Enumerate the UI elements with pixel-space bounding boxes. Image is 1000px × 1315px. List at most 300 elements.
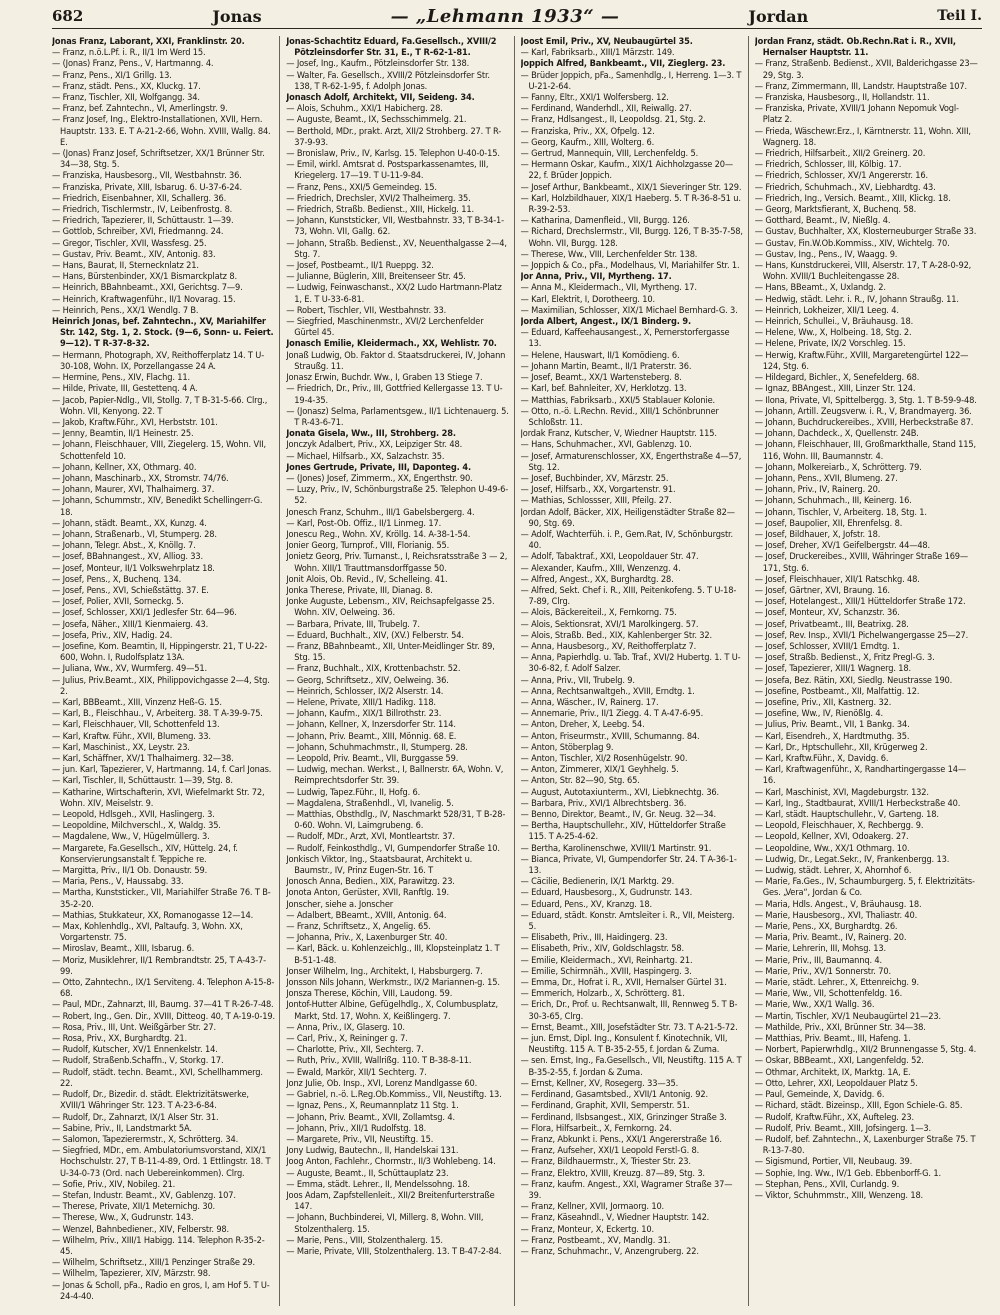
directory-entry: — Karl, Kraftwagenführ., X, Randhartingergasse 14—16. bbox=[754, 764, 966, 787]
directory-entry: — Franz, Elektro, XVIII, Kreuzg. 87—89, Stg. 3. bbox=[520, 1167, 705, 1179]
directory-entry: — Ludwig, städt. Lehrer, X, Ahornhof 6. bbox=[754, 865, 912, 877]
directory-entry: Jonesch Franz, Schuhm., III/1 Gabelsbergerg. 4. bbox=[286, 506, 475, 518]
directory-entry: — Richard, Drechslermstr., VII, Burgg. 126, T B-35-7-58, Wohn. VII, Burgg. 128. bbox=[520, 226, 743, 249]
directory-entry: — Johann, Schuhmach., III, Keinerg. 16. bbox=[754, 495, 912, 507]
directory-entry: — Auguste, Beamt., II, Schüttauplatz 23. bbox=[286, 1167, 449, 1179]
directory-entry: — Robert, Tischler, VII, Westbahnstr. 33. bbox=[286, 304, 447, 316]
directory-entry: — Annemarie, Priv., II/1 Ziegg. 4. T A-47-6-95. bbox=[520, 708, 704, 720]
directory-entry: — Josef, Privatbeamt., III, Beatrixg. 28. bbox=[754, 618, 909, 630]
directory-entry: — Josefine, Kom. Beamtin, II, Hippingerstr. 21, T U-22-600, Wohn. I, Rudolfsplatz 13A. bbox=[52, 640, 268, 664]
directory-entry: Jony Ludwig, Bautechn., II, Handelskai 131. bbox=[286, 1145, 459, 1157]
directory-entry: — Anna, Rechtsanwaltgeh., XVIII, Erndtg. 1. bbox=[520, 685, 695, 697]
directory-entry: — Rudolf, städt. techn. Beamt., XVI, Schellhammerg. 22. bbox=[52, 1066, 263, 1089]
directory-entry: — Eduard, städt. Konstr. Amtsleiter i. R., VII, Meisterg. 5. bbox=[520, 909, 735, 933]
directory-entry: — Wilhelm, Schriftsetz., XIII/1 Penzinger Straße 29. bbox=[52, 1257, 255, 1269]
directory-entry: — Franz, Aufseher, XXI/1 Leopold Ferstl-G. 8. bbox=[520, 1145, 700, 1157]
directory-entry: — Johann, Priv. Beamt., XVII, Zollamtsg. 4. bbox=[286, 1111, 455, 1123]
directory-entry: — Barbara, Private, III, Trubelg. 7. bbox=[286, 618, 420, 630]
directory-entry: — Marie, Lehrerin, III, Mohsg. 13. bbox=[754, 943, 886, 955]
directory-entry: — Gustav, Ing., Pens., IV, Waagg. 9. bbox=[754, 248, 898, 260]
header-title: — „Lehmann 1933“ — bbox=[390, 5, 620, 27]
directory-entry: — Hans, Schuhmacher., XVI, Gablenzg. 10. bbox=[520, 439, 692, 451]
directory-entry: — Oskar, BBBeamt., XXI, Langenfeldg. 52. bbox=[754, 1055, 924, 1067]
directory-entry: — Franz, Bildhauermstr., X, Triester Str. 23. bbox=[520, 1156, 691, 1168]
directory-entry: — Wenzel, Bahnbediener., XIV, Felberstr. 98. bbox=[52, 1223, 230, 1235]
directory-entry: — Josef, Fleischhauer, XII/1 Ratschkg. 48. bbox=[754, 573, 920, 585]
directory-entry: — Norbert, Papierwrhdlg., XII/2 Brunnengasse 5, Stg. 4. bbox=[754, 1044, 977, 1056]
directory-entry: — Josef, Polier, XVII, Sorneckg. 5. bbox=[52, 596, 184, 608]
directory-entry: — Josef, Monteur, XV, Schanzstr. 36. bbox=[754, 607, 900, 619]
directory-entry: — Max, Kohlenhdlg., XVI, Paltaufg. 3, Wohn. XX, Vorgartenstr. 75. bbox=[52, 921, 243, 944]
directory-entry: — Ernst, Beamt., XIII, Josefstädter Str. 73. T A-21-5-72. bbox=[520, 1021, 738, 1033]
directory-entry: — Heinrich, Schullei., V, Bräuhausg. 18. bbox=[754, 316, 914, 328]
directory-entry: — Alfred, Sekt. Chef i. R., XIII, Peitenkofeng. 5. T U-18-7-89, Clrg. bbox=[520, 584, 737, 608]
directory-entry: — Franz, kaufm. Angest., XXI, Wagramer Straße 37—39. bbox=[520, 1178, 733, 1201]
directory-entry: — Franziska, Private, XVIII/1 Johann Nepomuk Vogl-Platz 2. bbox=[754, 103, 959, 126]
directory-entry: — Jonas & Scholl, pFa., Radio en gros, I, am Hof 5. T U-24-4-40. bbox=[52, 1279, 270, 1302]
directory-entry: — Gottlob, Schreiber, XVI, Friedmanng. 24. bbox=[52, 226, 224, 238]
directory-entry: — Georg, Schriftsetz., XIV, Oelweing. 36. bbox=[286, 674, 449, 686]
directory-entry: — Karl, Fleischhauer, VII, Schottenfeld 13. bbox=[52, 719, 220, 731]
directory-entry: — Karl, Dr., Hptschullehr., XII, Krügerweg 2. bbox=[754, 741, 928, 753]
directory-entry: — Maximilian, Schlosser, XIX/1 Michael Bernhard-G. 3. bbox=[520, 304, 738, 316]
directory-entry: — Johann, Schummstr., XIV, Benedikt Schellingerr-G. 18. bbox=[52, 495, 263, 518]
directory-entry: — Katharina, Damenfleid., VII, Burgg. 126. bbox=[520, 215, 690, 227]
directory-entry: — Bronislaw, Priv., IV, Karlsg. 15. Telephon U-40-0-15. bbox=[286, 148, 500, 160]
column-2 bbox=[286, 36, 514, 1306]
directory-entry: — Alfred, Angest., XX, Burghardtg. 28. bbox=[520, 573, 674, 585]
directory-entry: — Margarete, Priv., VII, Neustiftg. 15. bbox=[286, 1133, 434, 1145]
directory-entry: — Stefan, Industr. Beamt., XV, Gablenzg. 107. bbox=[52, 1189, 236, 1201]
directory-entry: — Ewald, Markör, XII/1 Sechterg. 7. bbox=[286, 1066, 427, 1078]
directory-entry: — Matthias, Obsthdlg., IV, Naschmarkt 528/31, T B-28-0-60. Wohn. VI, Laimgrubeng. 6. bbox=[286, 809, 506, 832]
directory-entry: — Karl, Bäck. u. Kohlenzeichlg., III, Klopsteinplatz 1. T B-51-1-48. bbox=[286, 943, 500, 966]
directory-entry: — Marie, Fa.Ges., IV, Schaumburgerg. 5, f. Elektrizitäts-Ges. „Vera“, Jordan & Co. bbox=[754, 876, 975, 899]
directory-entry: — Frieda, Wäschewr.Erz., I, Kärntnerstr. 11, Wohn. XIII, Wagnerg. 18. bbox=[754, 125, 971, 148]
directory-entry: — Friedrich, Hilfsarbeit., XII/2 Greinerg. 20. bbox=[754, 148, 926, 160]
directory-entry: — Jenny, Beamtin, II/1 Heinestr. 25. bbox=[52, 428, 194, 440]
directory-entry: — Marie, Ww., VII, Schottenfeldg. 16. bbox=[754, 988, 903, 1000]
directory-entry: — Josef, Pens., X, Buchenq. 134. bbox=[52, 573, 182, 585]
directory-entry: — Johann, Buchdruckereibes., XVIII, Herbeckstraße 87. bbox=[754, 416, 974, 428]
directory-entry: — Therese, Ww., X, Gudrunstr. 143. bbox=[52, 1212, 194, 1224]
directory-entry: — Ilona, Private, VI, Spittelbergg. 3, Stg. 1. T B-59-9-48. bbox=[754, 394, 977, 406]
directory-entry: — Eduard, Kaffeehausangest., X, Pernerstorfergasse 13. bbox=[520, 327, 730, 350]
directory-entry: — Hans, BBeamt., X, Uxlandg. 2. bbox=[754, 282, 886, 294]
directory-entry: — Moriz, Musiklehrer, II/1 Rembrandtstr. 25, T A-43-7-99. bbox=[52, 954, 266, 977]
directory-entry: — Johann, Pens., XVII, Blumeng. 27. bbox=[754, 472, 898, 484]
directory-entry: — Otto, Zahntechn., IX/1 Serviteng. 4. Telephon A-15-8-68. bbox=[52, 977, 275, 1000]
directory-entry: — Elisabeth, Priv., XIV, Goldschlagstr. 58. bbox=[520, 943, 684, 955]
directory-entry: — Karl, B., Fleischhau., V, Arbeiterg. 38. T A-39-9-75. bbox=[52, 708, 263, 720]
directory-entry: Jor Anna, Priv., VII, Myrtheng. 17. bbox=[520, 271, 672, 283]
directory-entry: Jonosch Anna, Bedien., XIX, Parawitzg. 23. bbox=[286, 876, 455, 888]
directory-entry: — Franz, Pens., XI/1 Grillg. 13. bbox=[52, 69, 172, 81]
directory-entry: — Johann Martin, Beamt., II/1 Praterstr. 36. bbox=[520, 360, 692, 372]
directory-entry: — Cäcilie, Bedienerin, IX/1 Marktg. 29. bbox=[520, 876, 675, 888]
directory-entry: — Josef, Tapezierer, XIII/1 Wagnerg. 18. bbox=[754, 663, 911, 675]
directory-entry: — Anna, Hausbesorg., XV, Reithofferplatz 7. bbox=[520, 640, 697, 652]
directory-entry: — Josef, Pens., XVI, Schießstättg. 37. E. bbox=[52, 584, 209, 596]
directory-entry: — Heinrich, BBahnbeamt., XXI, Gerichtsg. 7—9. bbox=[52, 282, 243, 294]
directory-entry: — Rudolf, MDr., Arzt, XVI, Montleartstr. 37. bbox=[286, 831, 455, 843]
directory-entry: — Gabriel, n.-ö. L.Reg.Ob.Kommiss., VII, Neustiftg. 13. bbox=[286, 1089, 502, 1101]
directory-entry: — Friedrich, Schuhmach., XV, Liebhardtg. 43. bbox=[754, 181, 936, 193]
directory-entry: — Franziska, Priv., XX, Ofpelg. 12. bbox=[520, 125, 655, 137]
directory-entry: — Josef, Buchbinder, XV, Märzstr. 25. bbox=[520, 472, 669, 484]
directory-entry: — Marie, Priv., III, Baumannq. 4. bbox=[754, 954, 882, 966]
directory-entry: — Viktor, Schuhmmstr., XIII, Wenzeng. 18. bbox=[754, 1189, 924, 1201]
directory-entry: — Franziska, Hausbesorg., II, Hollandstr. 11. bbox=[754, 92, 930, 104]
directory-entry: — Johann, Fleischhauer, III, Großmarkthalle, Stand 115, 116, Wohn. III, Baumannstr. 4. bbox=[754, 439, 976, 462]
directory-entry: — Salomon, Tapezierermstr., X, Schrötterg. 34. bbox=[52, 1133, 239, 1145]
directory-entry: — Johann, Buchbinderei, VI, Millerg. 8, Wohn. VIII, Stolzenthalerg. 15. bbox=[286, 1212, 484, 1235]
directory-entry: — Johann, Straßb. Bedienst., XV, Neuenthalgasse 2—4, Stg. 7. bbox=[286, 237, 507, 260]
directory-entry: — Rosa, Priv., III, Unt. Weißgärber Str. 27. bbox=[52, 1021, 216, 1033]
directory-entry: — Adalbert, BBeamt., XVIII, Antonig. 64. bbox=[286, 909, 447, 921]
directory-entry: — Franz, Buchhalt., XIX, Krottenbachstr. 52. bbox=[286, 663, 461, 675]
directory-entry: — Margitta, Priv., II/1 Ob. Donaustr. 59. bbox=[52, 865, 208, 877]
directory-entry: — Bertha, Karolinenschwe, XVIII/1 Martinstr. 91. bbox=[520, 842, 712, 854]
directory-entry: — Emil, wirkl. Amtsrat d. Postsparkassenamtes, III, Kriegelerg. 17—19. T U-11-9-84. bbox=[286, 159, 489, 182]
directory-entry: — Johann, städt. Beamt., XX, Kunzg. 4. bbox=[52, 517, 207, 529]
directory-entry: — Alois, Schuhm., XXI/1 Habicherg. 28. bbox=[286, 103, 443, 115]
directory-entry: — Friedrich, Schlosser, III, Kölbig. 17. bbox=[754, 159, 902, 171]
directory-entry: — Franz, Kellner, XVII, Jormaorg. 10. bbox=[520, 1201, 665, 1213]
directory-entry: — Josef, Beamt., XX/1 Wartensteberg. 8. bbox=[520, 372, 682, 384]
directory-entry: — Josef, Hotelangest., XIII/1 Hütteldorfer Straße 172. bbox=[754, 596, 966, 608]
directory-entry: — Hans, Kunstdruckerei, VIII, Alserstr. 17, T A-28-0-92, Wohn. XVIII/1 Buchleitengasse 28. bbox=[754, 260, 972, 283]
directory-entry: — Franz, Zimmermann, III, Landstr. Hauptstraße 107. bbox=[754, 80, 967, 92]
directory-entry: — Siegfried, MDr., em. Ambulatoriumsvorstand, XIX/1 Hochschulstr. 27, T B-11-4-89, Ord. 1 Ettlingstr. 18. T U-34-0-73 (Ord. nach Uebereinkommen). Clrg. bbox=[52, 1145, 271, 1179]
directory-entry: — Eduard, Buchhalt., XIV, (XV.) Felberstr. 54. bbox=[286, 629, 464, 641]
directory-entry: — Gertrud, Mannequin, VIII, Lerchenfeldg. 5. bbox=[520, 148, 699, 160]
directory-entry: — Hedwig, städt. Lehr. i. R., IV, Johann Straußg. 11. bbox=[754, 293, 959, 305]
directory-entry: Joog Anton, Fachlehr., Chormstr., II/3 Wohlebeng. 14. bbox=[286, 1156, 496, 1168]
directory-entry: — Franz, Abkunkt i. Pens., XXI/1 Angererstraße 16. bbox=[520, 1133, 722, 1145]
directory-entry: — Therese, Ww., VIII, Lerchenfelder Str. 138. bbox=[520, 248, 698, 260]
directory-entry: — Stephan, Pens., XVII, Curlandg. 9. bbox=[754, 1178, 900, 1190]
directory-entry: — jun. Karl, Tapezierer, V, Hartmanng. 14, f. Carl Jonas. bbox=[52, 764, 272, 776]
directory-entry: — Rudolf, Straßenb.Schaffn., V, Storkg. 17. bbox=[52, 1055, 224, 1067]
directory-entry: — Anton, Zimmerer, XIX/1 Geyhhelg. 5. bbox=[520, 764, 679, 776]
directory-entry: — Franz, Monteur, X, Eckertg. 10. bbox=[520, 1223, 654, 1235]
directory-entry: — Leopold, Priv. Beamt., VII, Burggasse 59. bbox=[286, 753, 459, 764]
directory-entry: — Josef, Schlosser, XVIII/1 Erndtg. 1. bbox=[754, 640, 900, 652]
directory-entry: — Erich, Dr., Prof. u. Rechtsanwalt, III, Rennweg 5. T B-30-3-65, Clrg. bbox=[520, 999, 738, 1022]
directory-entry: — Ferdinand, Wanderhdl., XII, Reiwallg. 27. bbox=[520, 103, 692, 115]
directory-entry: — Otto, Lehrer, XXI, Leopoldauer Platz 5. bbox=[754, 1077, 918, 1089]
directory-entry: — Hermann, Photograph, XV, Reithofferplatz 14. T U-30-108, Wohn. IX, Porzellangasse 24 A. bbox=[52, 349, 265, 372]
directory-entry: Jordan Franz, städt. Ob.Rechn.Rat i. R., XVII, Hernalser Hauptstr. 11. bbox=[754, 36, 956, 59]
directory-entry: — Josefine, Postbeamt., XII, Malfattig. 12. bbox=[754, 685, 920, 697]
directory-entry: Jonas Franz, Laborant, XXI, Franklinstr. 20. bbox=[52, 36, 245, 47]
directory-entry: — Franziska, Hausbesorg., VII, Westbahnstr. 36. bbox=[52, 170, 242, 182]
directory-entry: — Maria, Hdls. Angest., V, Bräuhausg. 18. bbox=[754, 898, 922, 910]
directory-entry: — Johann, Schuhmachmstr., II, Stumperg. 28. bbox=[286, 741, 468, 753]
directory-entry: Jonkisch Viktor, Ing., Staatsbaurat, Architekt u. Baumstr., IV, Prinz Eugen-Str. 16. T bbox=[286, 853, 473, 877]
directory-entry: — Friedrich, Schlosser, XV/1 Angererstr. 16. bbox=[754, 170, 928, 182]
directory-entry: — Emma, Dr., Hofrat i. R., XVII, Hernalser Gürtel 31. bbox=[520, 977, 727, 989]
directory-entry: — Julius, Priv.Beamt., XIX, Philippovichgasse 2—4, Stg. 2. bbox=[52, 674, 270, 697]
directory-entry: — Franz, Schuhmachr., V, Anzengruberg. 22. bbox=[520, 1245, 699, 1257]
directory-entry: — Leopold, Kellner, XVI, Odoakerg. 27. bbox=[754, 831, 909, 843]
directory-entry: — Rudolf, Kraftw.Führ., XX, Aufteleg. 23. bbox=[754, 1111, 914, 1123]
directory-entry: — Magdalene, Ww., V, Hügelmüllerg. 3. bbox=[52, 831, 210, 843]
header-left-word: Jonas bbox=[212, 6, 262, 26]
directory-entry: — Karl, Post-Ob. Offiz., II/1 Linmeg. 17. bbox=[286, 517, 442, 529]
directory-entry: — Rudolf, Dr., Bizedir. d. städt. Elektrizitätswerke, XVIII/1 Währinger Str. 123. T A-23-6-84. bbox=[52, 1089, 249, 1112]
directory-entry: — Josef, Druckereibes., XVIII, Währinger Straße 169—171, Stg. 6. bbox=[754, 551, 969, 574]
directory-entry: Joos Adam, Zapfstellenleit., XII/2 Breitenfurterstraße 147. bbox=[286, 1189, 495, 1213]
directory-entry: — Josefine, Ww., IV, Rienößlg. 4. bbox=[754, 708, 883, 720]
directory-entry: — Rosa, Priv., XX, Burghardtg. 21. bbox=[52, 1033, 187, 1045]
directory-entry: — Richard, städt. Bizeinsp., XIII, Egon Schiele-G. 85. bbox=[754, 1100, 963, 1112]
directory-entry: — Rudolf, Kutscher, XV/1 Ennenkelstr. 14. bbox=[52, 1044, 218, 1056]
directory-entry: — Helene, Hauswart, II/1 Komödieng. 6. bbox=[520, 349, 680, 361]
directory-entry: — jun. Ernst, Dipl. Ing., Konsulent f. Kinotechnik, VII, Neustiftg. 115 A. T B-35-2-55, f. Jordan & Zuma. bbox=[520, 1033, 728, 1056]
directory-entry: — Johann, Kaufm., XIX/1 Billrothstr. 23. bbox=[286, 708, 442, 720]
directory-entry: — Franz, Käseahndl., V, Wiedner Hauptstr. 142. bbox=[520, 1212, 710, 1224]
directory-entry: — Auguste, Beamt., IX, Sechsschimmelg. 21. bbox=[286, 114, 467, 126]
directory-entry: Jonota Anton, Gerüster, XVII, Ranftlg. 19. bbox=[286, 887, 449, 899]
directory-entry: — (Jones) Josef, Zimmerm., XX, Engerthstr. 90. bbox=[286, 472, 473, 484]
directory-entry: — Josef, Straßb. Bedienst., X, Fritz Pregl-G. 3. bbox=[754, 652, 935, 664]
directory-entry: — Franz, Hdlsangest., II, Leopoldsg. 21, Stg. 2. bbox=[520, 114, 706, 126]
directory-entry: Jonasch Adolf, Architekt, VII, Seideng. 34. bbox=[286, 92, 475, 104]
directory-entry: — Karl, BBBeamt., XIII, Vinzenz Heß-G. 15. bbox=[52, 696, 222, 708]
directory-entry: — Bertha, Hauptschullehr., XIV, Hütteldorfer Straße 115. T A-25-4-62. bbox=[520, 820, 726, 843]
directory-entry: — Carl, Priv., X, Reininger g. 7. bbox=[286, 1033, 408, 1045]
directory-entry: Heinrich Jonas, bef. Zahntechn., XV, Mariahilfer Str. 142, Stg. 1, 2. Stock. (9—6, Sonn- u. Feiert. 9—12). T R-37-8-32. bbox=[52, 316, 274, 350]
directory-entry: Jonke Auguste, Lebensm., XIV, Reichsapfelgasse 25. Wohn. XIV, Oelweing. 36. bbox=[286, 596, 495, 619]
directory-entry: — Ferdinand, Ilsbsangest., XIX, Grinzinger Straße 3. bbox=[520, 1111, 727, 1123]
directory-entry: — Franz, BBahnbeamt., XII, Unter-Meidlinger Str. 89, Stg. 15. bbox=[286, 640, 495, 664]
directory-entry: — Barbara, Priv., XVI/1 Albrechtsberg. 36. bbox=[520, 797, 687, 809]
directory-entry: — Franz, n.ö.L.Pf. i. R., II/1 Im Werd 15. bbox=[52, 47, 206, 59]
directory-entry: Jonata Gisela, Ww., III, Strohberg. 28. bbox=[286, 428, 456, 440]
directory-entry: — Ruth, Priv., XVIII, Wallrißg. 110. T B-38-8-11. bbox=[286, 1055, 472, 1067]
directory-entry: — Sigismund, Portier, VII, Neubaug. 39. bbox=[754, 1156, 913, 1168]
directory-entry: — sen. Ernst, Ing., Fa.Gesellsch., VII, Neustiftg. 115 A. T B-35-2-55, f. Jordan & Zuma. bbox=[520, 1055, 742, 1078]
directory-entry: — Fanny, Eltr., XXI/1 Wolfersberg. 12. bbox=[520, 92, 669, 104]
directory-entry: — Alois, Bäckereiteil., X, Fernkorng. 75. bbox=[520, 607, 677, 619]
directory-entry: Jonsza Therese, Köchin, VIII, Laudong. 59. bbox=[286, 988, 453, 1000]
directory-entry: — Alois, Sektionsrat, XVI/1 Marolkingerg. 57. bbox=[520, 618, 699, 630]
directory-entry: — Johann, Artill. Zeugsverw. i. R., V, Brandmayerg. 36. bbox=[754, 405, 972, 417]
directory-entry: — Maria, Priv. Beamt., IV, Rainerg. 20. bbox=[754, 932, 907, 944]
directory-entry: — Helene, Private, XIII/1 Hadikg. 118. bbox=[286, 696, 436, 708]
directory-entry: — Franziska, Private, XIII, Isbarug. 6. U-37-6-24. bbox=[52, 181, 242, 193]
directory-entry: — Hildegard, Bichler., X, Senefelderg. 68. bbox=[754, 372, 920, 384]
directory-entry: — Georg, Marktsfierant, X, Buchenq. 58. bbox=[754, 204, 917, 216]
directory-entry: — Marie, Ww., XX/1 Wallg. 36. bbox=[754, 999, 875, 1011]
directory-entry: — Johann, Kellner, X, Inzersdorfer Str. 114. bbox=[286, 719, 456, 731]
directory-entry: — (Jonas) Franz, Pens., V, Hartmanng. 4. bbox=[52, 58, 214, 70]
directory-entry: — Martin, Tischler, XV/1 Neubaugürtel 21—23. bbox=[754, 1010, 941, 1022]
directory-entry: — Ludwig, Dr., Legat.Sekr., IV, Frankenbergg. 13. bbox=[754, 853, 950, 865]
directory-entry: — Paul, Gemeinde, X, Davidg. 6. bbox=[754, 1089, 885, 1101]
directory-entry: — Josef, Rev. Insp., XVII/1 Pichelwangergasse 25—27. bbox=[754, 629, 969, 641]
directory-entry: — August, Autotaxiunterm., XVI, Liebknechtg. 36. bbox=[520, 786, 720, 798]
directory-entry: — Karl, Eisendreh., X, Hardtmuthg. 35. bbox=[754, 730, 910, 742]
directory-entry: Jorda Albert, Angest., IX/1 Binderg. 9. bbox=[520, 316, 692, 328]
directory-entry: — Franz Josef, Ing., Elektro-Installationen, XVII, Hern. Hauptstr. 133. E. T A-21-2-66, Wohn. XVIII, Wallg. 84. E. bbox=[52, 114, 271, 148]
directory-entry: — Ignaz, BBAngest., XIII, Linzer Str. 124. bbox=[754, 383, 916, 395]
directory-entry: — Anna, Papierhdlg. u. Tab. Traf., XVI/2 Hubertg. 1. T U-30-6-82, f. Adolf Salzer. bbox=[520, 652, 741, 675]
directory-entry: — Friedrich, Tapezierer, II, Schüttaustr. 1—39. bbox=[52, 215, 234, 227]
directory-entry: — Charlotte, Priv., XII, Sechterg. 7. bbox=[286, 1044, 424, 1056]
directory-entry: Jonser Wilhelm, Ing., Architekt, I, Habsburgerg. 7. bbox=[286, 965, 483, 977]
directory-entry: — (Jonasz) Selma, Parlamentsgew., II/1 Lichtenauerg. 5. T R-43-6-71. bbox=[286, 405, 509, 428]
header-right-word: Jordan bbox=[748, 6, 809, 26]
directory-entry: Jonietz Georg, Priv. Turnanst., I, Reichsratsstraße 3 — 2, Wohn. XIII/1 Trauttmansdorffgasse 50. bbox=[286, 551, 508, 574]
directory-entry: — Ernst, Kellner, XV, Rosegerg. 33—35. bbox=[520, 1077, 679, 1089]
directory-entry: — Heinrich, Pens., XX/1 Wendlg. 7 B. bbox=[52, 304, 199, 316]
directory-entry: — Josef, Monteur, II/1 Volkswehrplatz 18. bbox=[52, 562, 215, 574]
directory-entry: — Eduard, Pens., XV, Kranzg. 18. bbox=[520, 898, 652, 910]
directory-entry: Jones Gertrude, Private, III, Daponteg. 4. bbox=[286, 461, 471, 473]
directory-entry: — Flora, Hilfsarbeit., X, Fernkorng. 24. bbox=[520, 1122, 672, 1134]
directory-entry: — Margarete, Fa.Gesellsch., XIV, Hüttelg. 24, f. Konservierungsanstalt f. Teppiche re. bbox=[52, 842, 238, 865]
directory-entry: — Anna, Priv., IX, Glaserg. 10. bbox=[286, 1021, 405, 1033]
directory-entry: — Anna, Priv., VII, Trubelg. 9. bbox=[520, 674, 635, 686]
directory-entry: — Johann, Kellner, XX, Othmarg. 40. bbox=[52, 461, 197, 473]
directory-entry: — Anton, Dreher, X, Leebg. 54. bbox=[520, 719, 645, 731]
directory-entry: — Josef, Dreher, XV/1 Geifelbergstr. 44—48. bbox=[754, 540, 931, 552]
directory-entry: — Helene, Ww., X, Holbeing. 18, Stg. 2. bbox=[754, 327, 912, 339]
directory-entry: — Friedrich, Straßb. Bedienst., XIII, Hickelg. 11. bbox=[286, 204, 474, 216]
directory-entry: — Mathias, Schlossser, XIII, Pfeilg. 27. bbox=[520, 495, 672, 507]
directory-entry: — Hermann Oskar, Kaufm., XIX/1 Aichholzgasse 20—22, f. Brüder Joppich. bbox=[520, 159, 734, 182]
directory-entry: — Josef, Schlosser, XXI/1 Jedlesfer Str. 64—96. bbox=[52, 607, 237, 619]
directory-entry: — (Jonas) Franz Josef, Schriftsetzer, XX/1 Brünner Str. 34—38, Stg. 5. bbox=[52, 148, 265, 171]
directory-entry: — Joppich & Co., pFa., Modelhaus, VI, Mariahilfer Str. 1. bbox=[520, 260, 740, 272]
column-3 bbox=[521, 36, 749, 1306]
directory-entry: — Karl, Ing., Stadtbaurat, XVIII/1 Herbeckstraße 40. bbox=[754, 797, 961, 809]
directory-entry: — Josef, BBahnangest., XV, Alliog. 33. bbox=[52, 551, 203, 563]
directory-entry: — Marie, Hausbesorg., XVI, Thaliastr. 40. bbox=[754, 909, 918, 921]
column-4 bbox=[755, 36, 982, 1306]
directory-entry: — Rudolf, Feinkosthdlg., VI, Gumpendorfer Straße 10. bbox=[286, 842, 500, 854]
directory-entry: — Hermine, Pens., XIV, Flachg. 11. bbox=[52, 372, 190, 384]
directory-entry: — Franz, städt. Pens., XX, Kluckg. 17. bbox=[52, 80, 201, 92]
directory-entry: — Johann, Kunststicker, VII, Westbahnstr. 33, T B-34-1-73, Wohn. VII, Gallg. 62. bbox=[286, 215, 504, 238]
directory-entry: — Johann, Maurer, XVI, Thalhaimerg. 37. bbox=[52, 484, 215, 496]
directory-entry: — Josef, Hilfsarb., XX, Vorgartenstr. 91. bbox=[520, 484, 676, 496]
directory-entry: — Wilhelm, Tapezierer, XIV, Märzstr. 98. bbox=[52, 1268, 211, 1280]
directory-entry: — Karl, Maschinist., XX, Leystr. 23. bbox=[52, 741, 190, 753]
directory-entry: Jontof-Hutter Albine, Gefügelhdlg., X, Columbusplatz, Markt, Std. 17, Wohn. X, Keißlingerg. 7. bbox=[286, 999, 498, 1022]
directory-entry: — Johann, Tischler, V, Arbeiterg. 18, Stg. 1. bbox=[754, 506, 927, 518]
directory-entry: — Johann, Priv., IV, Rainerg. 20. bbox=[754, 484, 881, 496]
directory-entry: — Othmar, Architekt, IX, Marktg. 1A, E. bbox=[754, 1066, 911, 1078]
directory-entry: Jonscher, siehe a. Jonscher bbox=[286, 898, 394, 910]
directory-entry: — Anna, Wäscher., IV, Rainerg. 17. bbox=[520, 696, 659, 708]
directory-entry: — Julianne, Büglerin, XIII, Breitenseer Str. 45. bbox=[286, 271, 466, 283]
directory-entry: — Leopoldine, Ww., XX/1 Othmarg. 10. bbox=[754, 842, 910, 854]
directory-entry: — Bianca, Private, VI, Gumpendorfer Str. 24. T A-36-1-13. bbox=[520, 853, 737, 877]
directory-entry: Jonier Georg, Turnprof., VIII, Florianig. 55. bbox=[286, 540, 450, 552]
directory-entry: Jonczyk Adalbert, Priv., XX, Leipziger Str. 48. bbox=[286, 439, 463, 451]
directory-columns bbox=[52, 36, 982, 1306]
directory-entry: Jonaß Ludwig, Ob. Faktor d. Staatsdruckerei, IV, Johann Straußg. 11. bbox=[286, 349, 506, 372]
directory-entry: — Karl, Holzbildhauer, XIX/1 Haeberg. 5. T R-36-8-51 u. R-39-2-53. bbox=[520, 192, 741, 216]
directory-entry: — Leopold, Hdlsgeh., XVII, Haslingerg. 3. bbox=[52, 809, 215, 821]
directory-entry: — Franz, Pens., XXI/5 Gemeindeg. 15. bbox=[286, 181, 437, 193]
directory-entry: — Ludwig, Tapez.Führ., II, Hofg. 6. bbox=[286, 786, 421, 798]
directory-entry: — Emilie, Schirmnäh., XVIII, Haspingerg. 3. bbox=[520, 965, 692, 977]
directory-entry: — Karl, Kraftw.Führ., X, Davidg. 6. bbox=[754, 753, 889, 764]
directory-entry: — Juliana, Ww., XV, Wurmferg. 49—51. bbox=[52, 663, 207, 675]
directory-entry: — Karl, Kraftw. Führ., XVII, Blumeng. 33. bbox=[52, 730, 211, 742]
directory-entry: — Adolf, Wachterfüh. i. P., Gem.Rat, IV, Schönburgstr. 40. bbox=[520, 528, 733, 552]
page-header bbox=[52, 4, 982, 29]
directory-entry: Jonka Therese, Private, III, Dianag. 8. bbox=[286, 584, 433, 596]
directory-entry: — Sophie, Ing. Ww., IV/1 Geb. Ebbenborff-G. 1. bbox=[754, 1167, 941, 1179]
directory-entry: — Marie, Private, VIII, Stolzenthalerg. 13. T B-47-2-84. bbox=[286, 1245, 502, 1257]
directory-entry: — Leopold, Fleischhauer, X, Rechbergg. 9. bbox=[754, 820, 924, 832]
directory-entry: — Hans, Baurat, II, Sternecknlatz 21. bbox=[52, 260, 199, 272]
directory-entry: — Herwig, Kraftw.Führ., XVIII, Margaretengürtel 122—124, Stg. 6. bbox=[754, 349, 969, 372]
directory-entry: — Heinrich, Lokheizer, XII/1 Leeg. 4. bbox=[754, 304, 899, 316]
column-1 bbox=[52, 36, 280, 1306]
directory-entry: — Rudolf, Dr., Zahnarzt, IX/1 Alser Str. 31. bbox=[52, 1111, 219, 1123]
directory-entry: — Karl, Tischler, II, Schüttaustr. 1—39, Stg. 8. bbox=[52, 775, 233, 787]
directory-entry: Jonas-Schachtitz Eduard, Fa.Gesellsch., XVIII/2 Pötzleinsdorfer Str. 31, E., T R-62-1-81. bbox=[286, 36, 497, 59]
directory-entry: — Rudolf, bef. Zahntechn., X, Laxenburger Straße 75. T R-13-7-80. bbox=[754, 1133, 976, 1157]
directory-entry: — Josef Arthur, Bankbeamt., XIX/1 Sieveringer Str. 129. bbox=[520, 181, 742, 193]
header-part: Teil I. bbox=[937, 8, 982, 24]
directory-entry: — Matthias, Fabriksarb., XXI/5 Stablauer Kolonie. bbox=[520, 394, 716, 406]
directory-entry: — Emilie, Kleidermach., XVI, Reinhartg. 21. bbox=[520, 954, 693, 966]
directory-entry: — Helene, Private, IX/2 Vorschleg. 15. bbox=[754, 338, 906, 350]
directory-entry: — Benno, Direktor, Beamt., IV, Gr. Neug. 32—34. bbox=[520, 809, 717, 821]
directory-entry: — Therese, Private, XII/1 Meternichg. 30. bbox=[52, 1201, 216, 1213]
directory-entry: — Johann, Telegr. Abst., X, Knöllg. 7. bbox=[52, 540, 196, 552]
directory-entry: — Franz, Schriftsetz., X, Angelig. 65. bbox=[286, 921, 431, 933]
directory-entry: — Georg, Kaufm., XIII, Wolterg. 6. bbox=[520, 136, 655, 148]
directory-entry: — Alexander, Kaufm., XIII, Wenzenzg. 4. bbox=[520, 562, 681, 574]
directory-entry: — Ludwig, Feinwaschanst., XX/2 Ludo Hartmann-Platz 1, E. T U-33-6-81. bbox=[286, 282, 502, 305]
directory-entry: — Anna M., Kleidermach., VII, Myrtheng. 17. bbox=[520, 282, 697, 294]
directory-entry: Jordan Adolf, Bäcker, XIX, Heiligenstädter Straße 82—90, Stg. 69. bbox=[520, 506, 735, 529]
directory-entry: — Josef, Ing., Kaufm., Pötzleinsdorfer Str. 138. bbox=[286, 58, 470, 70]
directory-entry: — Karl, Elektrit, I, Dorotheerg. 10. bbox=[520, 293, 655, 305]
directory-entry: Jonit Alois, Ob. Revid., IV, Schelleing. 41. bbox=[286, 573, 448, 585]
directory-entry: — Gotthard, Beamt., IV, Nießlg. 4. bbox=[754, 215, 891, 227]
directory-entry: — Siegfried, Maschinenmstr., XVI/2 Lerchenfelder Gürtel 45. bbox=[286, 316, 484, 339]
directory-entry: — Friedrich, Tischlermstr., IV, Leibenfrostg. 8. bbox=[52, 204, 233, 216]
directory-entry: — Friedrich, Eisenbahner, XII, Schallerg. 36. bbox=[52, 192, 227, 204]
directory-entry: — Otto, n.-ö. L.Rechn. Revid., XIII/1 Schönbrunner Schloßstr. 11. bbox=[520, 405, 719, 428]
directory-entry: — Josefa, Näher., XIII/1 Kienmaierg. 43. bbox=[52, 618, 209, 630]
directory-entry: — Franz, bef. Zahntechn., VI, Amerlingstr. 9. bbox=[52, 103, 228, 115]
directory-entry: — Anton, Tischler, XI/2 Rosenhügelstr. 90. bbox=[520, 753, 688, 764]
directory-entry: — Franz, Postbeamt., XV, Mandlg. 31. bbox=[520, 1234, 671, 1246]
directory-entry: — Franz, Tischler, XII, Wolfgangg. 34. bbox=[52, 92, 200, 104]
directory-entry: — Paul, MDr., Zahnarzt, III, Baumg. 37—41 T R-26-7-48. bbox=[52, 999, 274, 1011]
directory-entry: Jonsson Nils Johann, Werkmstr., IX/2 Mariannen-g. 15. bbox=[286, 977, 500, 989]
directory-entry: — Hilde, Private, III, Gestettenq. 4 A. bbox=[52, 383, 198, 395]
directory-entry: — Josef, Armaturenschlosser, XX, Engerthstraße 4—57, Stg. 12. bbox=[520, 450, 742, 473]
directory-entry: — Johann, Molkereiarb., X, Schrötterg. 79. bbox=[754, 461, 922, 473]
directory-entry: — Leopoldine, Milchverschl., X, Waldg. 35. bbox=[52, 820, 221, 832]
directory-entry: — Brüder Joppich, pFa., Samenhdlg., I, Herreng. 1—3. T U-21-2-64. bbox=[520, 69, 742, 92]
directory-entry: — Johann, Priv. Beamt., XIII, Mönnig. 68. E. bbox=[286, 730, 457, 742]
directory-entry: — Miroslav, Beamt., XIII, Isbarug. 6. bbox=[52, 943, 195, 955]
directory-entry: Joost Emil, Priv., XV, Neubaugürtel 35. bbox=[520, 36, 693, 47]
